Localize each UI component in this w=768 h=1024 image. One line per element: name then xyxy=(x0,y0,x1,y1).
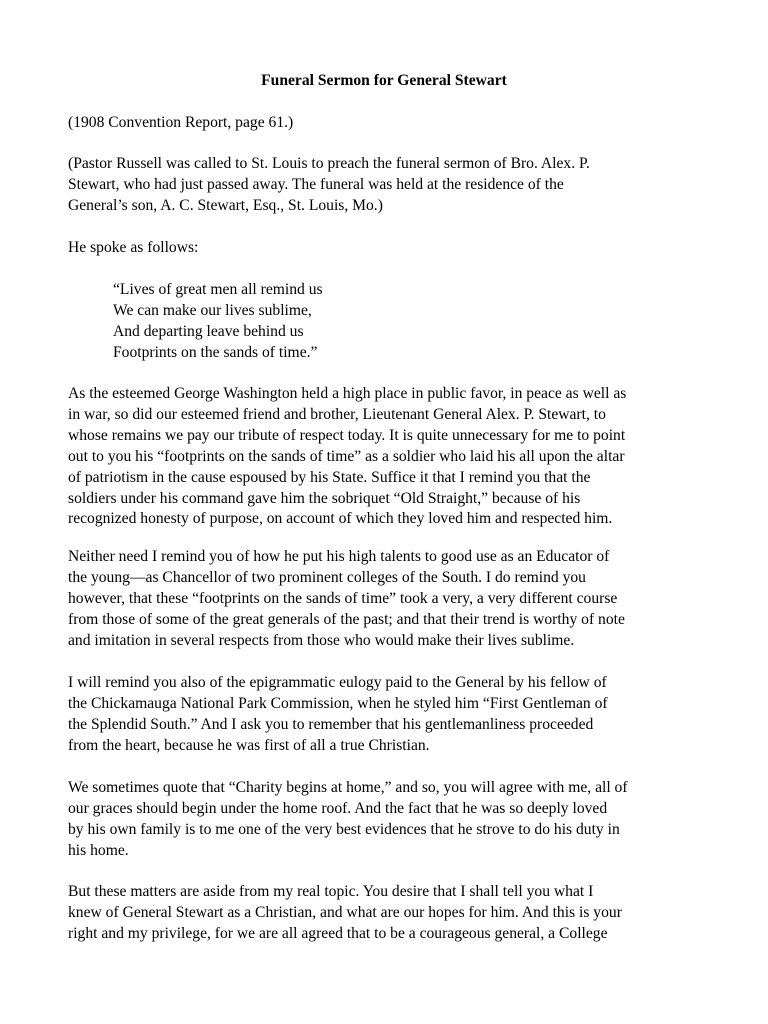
body-line: however, that these “footprints on the sands of time” took a very, a very different course xyxy=(68,589,618,607)
body-line: the Splendid South.” And I ask you to remember that his gentlemanliness proceeded xyxy=(68,715,594,733)
body-line: We sometimes quote that “Charity begins at home,” and so, you will agree with me, all of xyxy=(68,779,628,796)
body-line: the Chickamauga National Park Commission, when he styled him “First Gentleman of xyxy=(68,694,608,712)
poem-line: Footprints on the sands of time.” xyxy=(113,343,318,361)
body-paragraph-4 xyxy=(68,778,708,862)
body-paragraph-3 xyxy=(68,673,708,757)
page-title: Funeral Sermon for General Stewart xyxy=(261,72,507,89)
body-line: But these matters are aside from my real topic. You desire that I shall tell you what I xyxy=(68,883,594,900)
body-line: the young—as Chancellor of two prominent colleges of the South. I do remind you xyxy=(68,568,586,586)
body-line: recognized honesty of purpose, on account of which they loved him and respected him. xyxy=(68,510,613,528)
body-paragraph-1 xyxy=(68,384,708,530)
body-line: from the heart, because he was first of all a true Christian. xyxy=(68,736,430,754)
body-line: from those of some of the great generals of the past; and that their trend is worthy of note xyxy=(68,610,625,628)
intro-line: (Pastor Russell was called to St. Louis to preach the funeral sermon of Bro. Alex. P. xyxy=(68,155,590,172)
lead-in: He spoke as follows: xyxy=(68,239,199,256)
poem-line: “Lives of great men all remind us xyxy=(113,281,323,298)
body-line: whose remains we pay our tribute of respect today. It is quite unnecessary for me to point xyxy=(68,426,626,444)
poem-quote xyxy=(113,280,673,364)
intro-line: General’s son, A. C. Stewart, Esq., St. Louis, Mo.) xyxy=(68,196,383,214)
intro-line: Stewart, who had just passed away. The funeral was held at the residence of the xyxy=(68,175,564,193)
body-line: As the esteemed George Washington held a high place in public favor, in peace as well as xyxy=(68,385,627,402)
body-line: soldiers under his command gave him the sobriquet “Old Straight,” because of his xyxy=(68,489,581,507)
body-line: and imitation in several respects from those who would make their lives sublime. xyxy=(68,631,575,649)
body-line: our graces should begin under the home roof. And the fact that he was so deeply loved xyxy=(68,799,608,817)
source-note: (1908 Convention Report, page 61.) xyxy=(68,114,294,131)
body-line: out to you his “footprints on the sands of time” as a soldier who laid his all upon the altar xyxy=(68,447,625,465)
body-line: in war, so did our esteemed friend and brother, Lieutenant General Alex. P. Stewart, to xyxy=(68,405,606,423)
body-line: I will remind you also of the epigrammatic eulogy paid to the General by his fellow of xyxy=(68,674,607,691)
body-paragraph-5 xyxy=(68,882,708,945)
body-line: by his own family is to me one of the very best evidences that he strove to do his duty in xyxy=(68,820,620,838)
body-line: of patriotism in the cause espoused by his State. Suffice it that I remind you that the xyxy=(68,468,591,486)
body-line: right and my privilege, for we are all agreed that to be a courageous general, a College xyxy=(68,924,608,942)
body-line: his home. xyxy=(68,841,129,859)
poem-line: We can make our lives sublime, xyxy=(113,301,312,319)
poem-line: And departing leave behind us xyxy=(113,322,304,340)
intro-paragraph xyxy=(68,154,708,217)
body-line: knew of General Stewart as a Christian, and what are our hopes for him. And this is your xyxy=(68,903,622,921)
body-paragraph-2 xyxy=(68,547,708,652)
body-line: Neither need I remind you of how he put his high talents to good use as an Educator of xyxy=(68,548,610,565)
